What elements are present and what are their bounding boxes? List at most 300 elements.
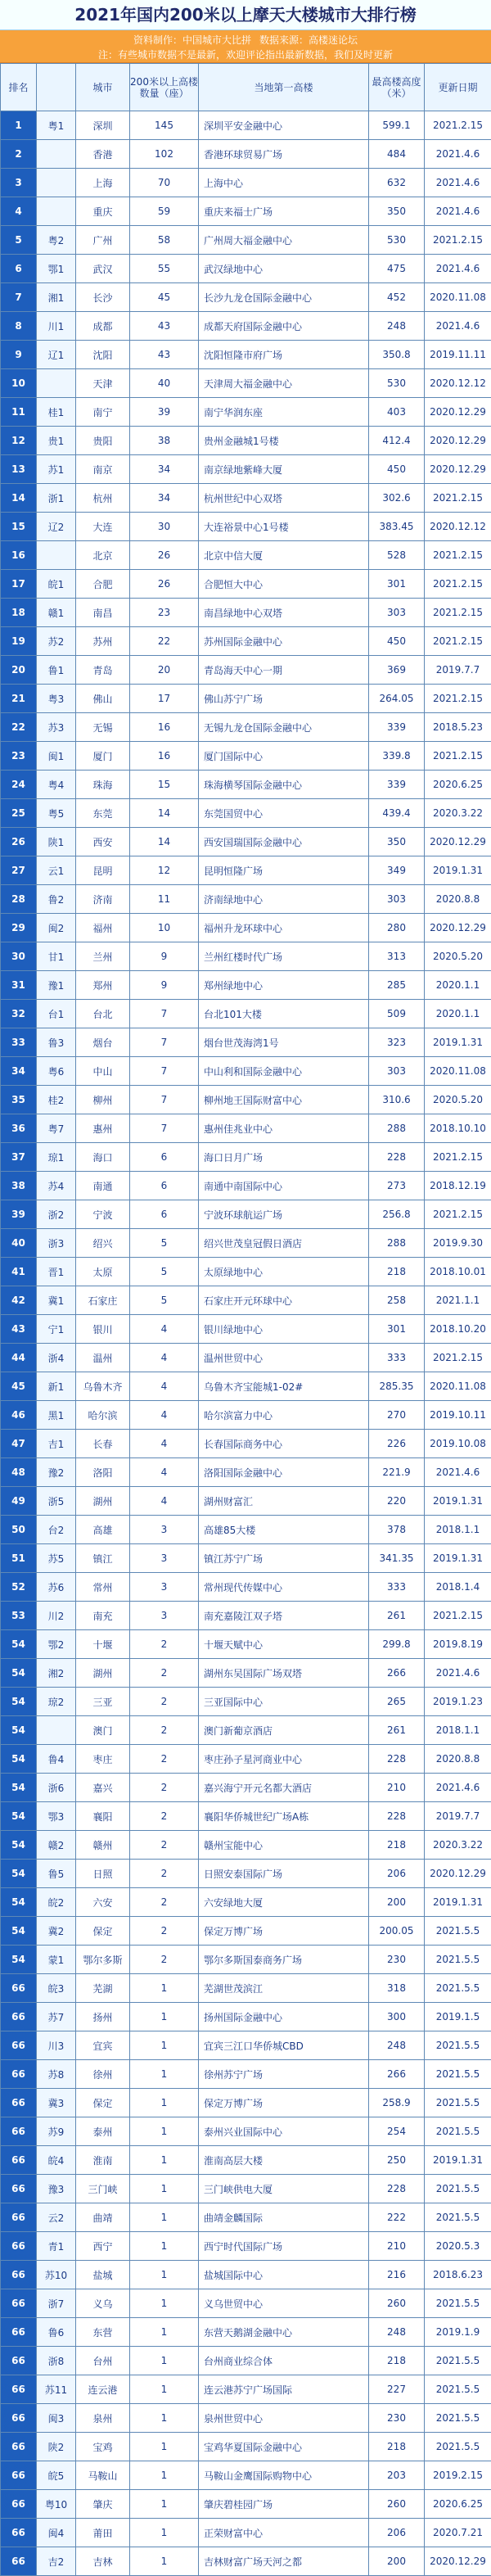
count-cell: 1 [130, 2318, 199, 2347]
table-row [1, 111, 491, 140]
city-cell: 成都 [76, 312, 130, 341]
building-cell: 哈尔滨富力中心 [199, 1401, 369, 1430]
count-cell: 11 [130, 885, 199, 914]
table-row [1, 656, 491, 685]
rank-cell: 23 [1, 742, 37, 771]
date-cell: 2018.1.1 [425, 1716, 491, 1745]
province-cell: 辽2 [37, 513, 76, 541]
table-row [1, 169, 491, 197]
height-cell: 339 [369, 713, 425, 742]
table-row [1, 341, 491, 369]
table-row [1, 2146, 491, 2175]
date-cell: 2021.2.15 [425, 570, 491, 599]
date-cell: 2021.5.5 [425, 2117, 491, 2146]
page-title: 2021年国内200米以上摩天大楼城市大排行榜 [0, 0, 491, 30]
count-cell: 5 [130, 1229, 199, 1258]
city-cell: 马鞍山 [76, 2461, 130, 2490]
date-cell: 2018.5.23 [425, 713, 491, 742]
count-cell: 20 [130, 656, 199, 685]
count-cell: 7 [130, 1028, 199, 1057]
date-cell: 2020.12.29 [425, 2547, 491, 2576]
height-cell: 250 [369, 2146, 425, 2175]
building-cell: 赣州宝能中心 [199, 1831, 369, 1860]
header-rank: 排名 [1, 64, 37, 111]
province-cell: 浙1 [37, 484, 76, 513]
table-row [1, 312, 491, 341]
building-cell: 石家庄开元环球中心 [199, 1286, 369, 1315]
rank-cell: 22 [1, 713, 37, 742]
count-cell: 45 [130, 283, 199, 312]
city-cell: 枣庄 [76, 1745, 130, 1774]
building-cell: 厦门国际中心 [199, 742, 369, 771]
date-cell: 2020.5.20 [425, 942, 491, 971]
city-cell: 淮南 [76, 2146, 130, 2175]
count-cell: 1 [130, 2089, 199, 2117]
date-cell: 2019.1.5 [425, 2003, 491, 2031]
province-cell: 皖1 [37, 570, 76, 599]
city-cell: 贵阳 [76, 427, 130, 455]
rank-cell: 66 [1, 2375, 37, 2404]
count-cell: 30 [130, 513, 199, 541]
table-row [1, 1946, 491, 1974]
table-row [1, 484, 491, 513]
header-date: 更新日期 [425, 64, 491, 111]
province-cell: 闽4 [37, 2519, 76, 2547]
table-row [1, 856, 491, 885]
building-cell: 义乌世贸中心 [199, 2289, 369, 2318]
height-cell: 313 [369, 942, 425, 971]
table-row [1, 1745, 491, 1774]
rank-cell: 11 [1, 398, 37, 427]
building-cell: 东莞国贸中心 [199, 799, 369, 828]
rank-cell: 21 [1, 685, 37, 713]
city-cell: 重庆 [76, 197, 130, 226]
building-cell: 郑州绿地中心 [199, 971, 369, 1000]
rank-cell: 46 [1, 1401, 37, 1430]
city-cell: 无锡 [76, 713, 130, 742]
count-cell: 26 [130, 570, 199, 599]
date-cell: 2021.4.6 [425, 312, 491, 341]
count-cell: 14 [130, 828, 199, 856]
table-row [1, 2089, 491, 2117]
building-cell: 肇庆碧桂园广场 [199, 2490, 369, 2519]
province-cell: 台1 [37, 1000, 76, 1028]
province-cell: 川2 [37, 1602, 76, 1630]
city-cell: 芜湖 [76, 1974, 130, 2003]
date-cell: 2021.5.5 [425, 2289, 491, 2318]
rank-cell: 54 [1, 1917, 37, 1946]
building-cell: 深圳平安金融中心 [199, 111, 369, 140]
building-cell: 香港环球贸易广场 [199, 140, 369, 169]
rank-cell: 54 [1, 1659, 37, 1688]
province-cell: 闽1 [37, 742, 76, 771]
city-cell: 广州 [76, 226, 130, 255]
city-cell: 湖州 [76, 1487, 130, 1516]
count-cell: 4 [130, 1401, 199, 1430]
city-cell: 温州 [76, 1344, 130, 1372]
date-cell: 2019.11.11 [425, 341, 491, 369]
building-cell: 十堰天赋中心 [199, 1630, 369, 1659]
date-cell: 2021.2.15 [425, 599, 491, 627]
rank-cell: 54 [1, 1774, 37, 1802]
province-cell: 苏6 [37, 1573, 76, 1602]
province-cell [37, 541, 76, 570]
height-cell: 218 [369, 1258, 425, 1286]
province-cell: 皖3 [37, 1974, 76, 2003]
rank-cell: 54 [1, 1888, 37, 1917]
building-cell: 吉林财富广场天河之都 [199, 2547, 369, 2576]
date-cell: 2019.1.23 [425, 1688, 491, 1716]
date-cell: 2020.11.08 [425, 283, 491, 312]
height-cell: 210 [369, 2232, 425, 2261]
province-cell: 鲁5 [37, 1860, 76, 1888]
rank-cell: 36 [1, 1114, 37, 1143]
table-row [1, 1401, 491, 1430]
height-cell: 323 [369, 1028, 425, 1057]
building-cell: 太原绿地中心 [199, 1258, 369, 1286]
building-cell: 济南绿地中心 [199, 885, 369, 914]
rank-cell: 24 [1, 771, 37, 799]
province-cell: 贵1 [37, 427, 76, 455]
rank-cell: 66 [1, 2031, 37, 2060]
rank-cell: 14 [1, 484, 37, 513]
city-cell: 海口 [76, 1143, 130, 1172]
city-cell: 西宁 [76, 2232, 130, 2261]
building-cell: 襄阳华侨城世纪广场A栋 [199, 1802, 369, 1831]
date-cell: 2018.10.20 [425, 1315, 491, 1344]
count-cell: 1 [130, 2375, 199, 2404]
table-row [1, 799, 491, 828]
city-cell: 镇江 [76, 1544, 130, 1573]
table-row [1, 1229, 491, 1258]
city-cell: 义乌 [76, 2289, 130, 2318]
height-cell: 273 [369, 1172, 425, 1200]
province-cell: 琼2 [37, 1688, 76, 1716]
city-cell: 哈尔滨 [76, 1401, 130, 1430]
date-cell: 2020.12.29 [425, 427, 491, 455]
building-cell: 台北101大楼 [199, 1000, 369, 1028]
height-cell: 288 [369, 1114, 425, 1143]
province-cell [37, 369, 76, 398]
height-cell: 266 [369, 1659, 425, 1688]
city-cell: 福州 [76, 914, 130, 942]
date-cell: 2021.5.5 [425, 2404, 491, 2433]
city-cell: 长沙 [76, 283, 130, 312]
building-cell: 宜宾三江口华侨城CBD [199, 2031, 369, 2060]
count-cell: 26 [130, 541, 199, 570]
building-cell: 泉州世贸中心 [199, 2404, 369, 2433]
count-cell: 1 [130, 2003, 199, 2031]
rank-cell: 66 [1, 2519, 37, 2547]
table-row [1, 2461, 491, 2490]
table-row [1, 713, 491, 742]
rank-cell: 31 [1, 971, 37, 1000]
rank-cell: 9 [1, 341, 37, 369]
city-cell: 赣州 [76, 1831, 130, 1860]
count-cell: 2 [130, 1946, 199, 1974]
province-cell: 鲁4 [37, 1745, 76, 1774]
province-cell: 苏4 [37, 1172, 76, 1200]
height-cell: 264.05 [369, 685, 425, 713]
table-row [1, 369, 491, 398]
building-cell: 柳州地王国际财富中心 [199, 1086, 369, 1114]
city-cell: 曲靖 [76, 2203, 130, 2232]
rank-cell: 35 [1, 1086, 37, 1114]
rank-cell: 54 [1, 1860, 37, 1888]
city-cell: 连云港 [76, 2375, 130, 2404]
count-cell: 3 [130, 1544, 199, 1573]
date-cell: 2019.1.31 [425, 1544, 491, 1573]
building-cell: 中山利和国际金融中心 [199, 1057, 369, 1086]
province-cell: 苏2 [37, 627, 76, 656]
date-cell: 2019.7.7 [425, 1802, 491, 1831]
height-cell: 200.05 [369, 1917, 425, 1946]
count-cell: 1 [130, 2519, 199, 2547]
height-cell: 530 [369, 369, 425, 398]
city-cell: 吉林 [76, 2547, 130, 2576]
table-row [1, 226, 491, 255]
table-row [1, 742, 491, 771]
city-cell: 泉州 [76, 2404, 130, 2433]
height-cell: 220 [369, 1487, 425, 1516]
table-row [1, 1917, 491, 1946]
count-cell: 1 [130, 2547, 199, 2576]
table-row [1, 771, 491, 799]
date-cell: 2019.7.7 [425, 656, 491, 685]
building-cell: 昆明恒隆广场 [199, 856, 369, 885]
height-cell: 221.9 [369, 1458, 425, 1487]
building-cell: 杭州世纪中心双塔 [199, 484, 369, 513]
rank-cell: 66 [1, 2117, 37, 2146]
building-cell: 佛山苏宁广场 [199, 685, 369, 713]
count-cell: 2 [130, 1802, 199, 1831]
rank-cell: 4 [1, 197, 37, 226]
height-cell: 227 [369, 2375, 425, 2404]
building-cell: 温州世贸中心 [199, 1344, 369, 1372]
building-cell: 泰州兴业国际中心 [199, 2117, 369, 2146]
date-cell: 2020.5.20 [425, 1086, 491, 1114]
count-cell: 1 [130, 2203, 199, 2232]
count-cell: 2 [130, 1774, 199, 1802]
date-cell: 2019.1.31 [425, 856, 491, 885]
table-row [1, 1573, 491, 1602]
height-cell: 350 [369, 828, 425, 856]
rank-cell: 54 [1, 1802, 37, 1831]
building-cell: 合肥恒大中心 [199, 570, 369, 599]
building-cell: 澳门新葡京酒店 [199, 1716, 369, 1745]
rank-cell: 66 [1, 2203, 37, 2232]
building-cell: 重庆来福士广场 [199, 197, 369, 226]
height-cell: 230 [369, 2404, 425, 2433]
height-cell: 439.4 [369, 799, 425, 828]
building-cell: 正荣财富中心 [199, 2519, 369, 2547]
building-cell: 惠州佳兆业中心 [199, 1114, 369, 1143]
height-cell: 475 [369, 255, 425, 283]
date-cell: 2021.2.15 [425, 685, 491, 713]
province-cell: 闽3 [37, 2404, 76, 2433]
city-cell: 盐城 [76, 2261, 130, 2289]
province-cell: 苏10 [37, 2261, 76, 2289]
building-cell: 常州现代传媒中心 [199, 1573, 369, 1602]
rank-cell: 38 [1, 1172, 37, 1200]
building-cell: 湖州财富汇 [199, 1487, 369, 1516]
count-cell: 145 [130, 111, 199, 140]
count-cell: 2 [130, 1630, 199, 1659]
header-province [37, 64, 76, 111]
building-cell: 南通中南国际中心 [199, 1172, 369, 1200]
province-cell: 豫2 [37, 1458, 76, 1487]
table-row [1, 197, 491, 226]
rank-cell: 54 [1, 1716, 37, 1745]
count-cell: 34 [130, 455, 199, 484]
height-cell: 218 [369, 1831, 425, 1860]
table-row [1, 914, 491, 942]
city-cell: 洛阳 [76, 1458, 130, 1487]
table-header [1, 64, 491, 111]
rank-cell: 29 [1, 914, 37, 942]
province-cell: 粤7 [37, 1114, 76, 1143]
date-cell: 2021.2.15 [425, 1602, 491, 1630]
height-cell: 266 [369, 2060, 425, 2089]
city-cell: 上海 [76, 169, 130, 197]
building-cell: 南宁华润东座 [199, 398, 369, 427]
date-cell: 2020.8.8 [425, 1745, 491, 1774]
building-cell: 上海中心 [199, 169, 369, 197]
date-cell: 2021.2.15 [425, 484, 491, 513]
table-row [1, 971, 491, 1000]
date-cell: 2021.5.5 [425, 2433, 491, 2461]
table-row [1, 2318, 491, 2347]
date-cell: 2019.8.19 [425, 1630, 491, 1659]
rank-cell: 66 [1, 2547, 37, 2576]
building-cell: 海口日月广场 [199, 1143, 369, 1172]
table-row [1, 1688, 491, 1716]
city-cell: 长春 [76, 1430, 130, 1458]
province-cell: 皖5 [37, 2461, 76, 2490]
date-cell: 2021.4.6 [425, 197, 491, 226]
table-row [1, 2347, 491, 2375]
date-cell: 2020.7.21 [425, 2519, 491, 2547]
count-cell: 2 [130, 1888, 199, 1917]
building-cell: 烟台世茂海湾1号 [199, 1028, 369, 1057]
height-cell: 260 [369, 2490, 425, 2519]
province-cell: 吉1 [37, 1430, 76, 1458]
city-cell: 厦门 [76, 742, 130, 771]
height-cell: 383.45 [369, 513, 425, 541]
count-cell: 4 [130, 1315, 199, 1344]
date-cell: 2020.12.29 [425, 1860, 491, 1888]
city-cell: 日照 [76, 1860, 130, 1888]
province-cell: 粤6 [37, 1057, 76, 1086]
count-cell: 1 [130, 2146, 199, 2175]
province-cell: 豫1 [37, 971, 76, 1000]
city-cell: 沈阳 [76, 341, 130, 369]
rank-cell: 66 [1, 2461, 37, 2490]
count-cell: 1 [130, 2490, 199, 2519]
province-cell: 鲁3 [37, 1028, 76, 1057]
province-cell: 粤4 [37, 771, 76, 799]
date-cell: 2021.5.5 [425, 1974, 491, 2003]
building-cell: 成都天府国际金融中心 [199, 312, 369, 341]
province-cell: 蒙1 [37, 1946, 76, 1974]
city-cell: 保定 [76, 2089, 130, 2117]
count-cell: 1 [130, 2232, 199, 2261]
table-row [1, 2547, 491, 2576]
count-cell: 3 [130, 1516, 199, 1544]
province-cell: 粤2 [37, 226, 76, 255]
rank-cell: 41 [1, 1258, 37, 1286]
date-cell: 2021.2.15 [425, 742, 491, 771]
date-cell: 2021.4.6 [425, 1774, 491, 1802]
info-banner [0, 30, 491, 63]
building-cell: 青岛海天中心一期 [199, 656, 369, 685]
building-cell: 南京绿地紫峰大厦 [199, 455, 369, 484]
count-cell: 1 [130, 2031, 199, 2060]
table-row [1, 1487, 491, 1516]
date-cell: 2021.2.15 [425, 1143, 491, 1172]
count-cell: 102 [130, 140, 199, 169]
height-cell: 270 [369, 1401, 425, 1430]
city-cell: 济南 [76, 885, 130, 914]
count-cell: 7 [130, 1057, 199, 1086]
date-cell: 2018.10.10 [425, 1114, 491, 1143]
building-cell: 保定万博广场 [199, 1917, 369, 1946]
table-row [1, 1086, 491, 1114]
date-cell: 2020.3.22 [425, 799, 491, 828]
table-row [1, 1888, 491, 1917]
date-cell: 2020.11.08 [425, 1372, 491, 1401]
rank-cell: 43 [1, 1315, 37, 1344]
count-cell: 1 [130, 2433, 199, 2461]
rank-cell: 28 [1, 885, 37, 914]
count-cell: 7 [130, 1000, 199, 1028]
height-cell: 258.9 [369, 2089, 425, 2117]
province-cell: 鲁2 [37, 885, 76, 914]
date-cell: 2020.1.1 [425, 1000, 491, 1028]
province-cell: 浙3 [37, 1229, 76, 1258]
height-cell: 339 [369, 771, 425, 799]
rank-cell: 66 [1, 2404, 37, 2433]
city-cell: 扬州 [76, 2003, 130, 2031]
building-cell: 湖州东吴国际广场双塔 [199, 1659, 369, 1688]
date-cell: 2021.1.1 [425, 1286, 491, 1315]
date-cell: 2019.10.08 [425, 1430, 491, 1458]
date-cell: 2020.11.08 [425, 1057, 491, 1086]
header-height: 最高楼高度（米） [369, 64, 425, 111]
count-cell: 2 [130, 1688, 199, 1716]
building-cell: 三门峡供电大厦 [199, 2175, 369, 2203]
city-cell: 中山 [76, 1057, 130, 1086]
table-row [1, 1258, 491, 1286]
date-cell: 2021.2.15 [425, 1344, 491, 1372]
count-cell: 3 [130, 1573, 199, 1602]
city-cell: 东营 [76, 2318, 130, 2347]
table-row [1, 255, 491, 283]
rank-cell: 66 [1, 2433, 37, 2461]
city-cell: 杭州 [76, 484, 130, 513]
date-cell: 2021.5.5 [425, 2031, 491, 2060]
rank-cell: 18 [1, 599, 37, 627]
height-cell: 300 [369, 2003, 425, 2031]
rank-cell: 66 [1, 2490, 37, 2519]
city-cell: 宁波 [76, 1200, 130, 1229]
city-cell: 深圳 [76, 111, 130, 140]
rank-cell: 42 [1, 1286, 37, 1315]
date-cell: 2021.2.15 [425, 541, 491, 570]
count-cell: 2 [130, 1831, 199, 1860]
table-row [1, 455, 491, 484]
table-row [1, 1344, 491, 1372]
